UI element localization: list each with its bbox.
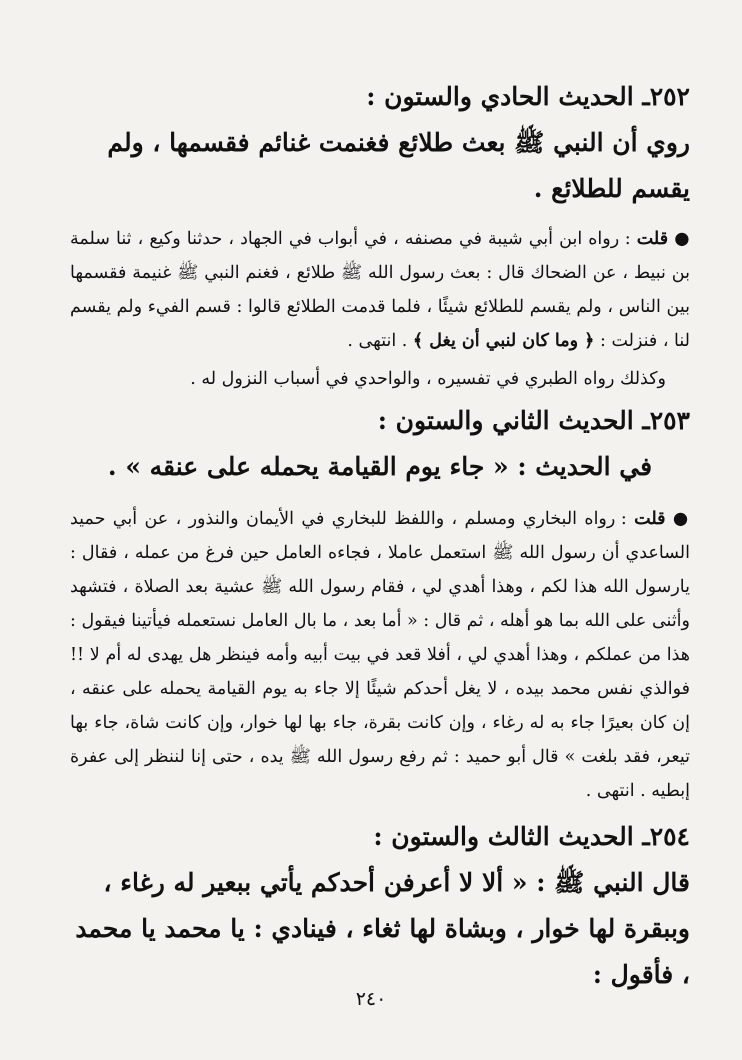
hadith-heading-254: ٢٥٤ـ الحديث الثالث والستون : (373, 822, 690, 851)
hadith-text-254: قال النبي ﷺ : « ألا لا أعرفن أحدكم يأتي ببعير له رغاء ، وببقرة لها خوار ، وبشاة لها ثغاء ، فينادي : يا محمد يا محمد ، فأقول : (75, 868, 690, 989)
document-page (70, 80, 690, 1008)
hadith-text-253: في الحديث : « جاء يوم القيامة يحمله على عنقه » . (107, 452, 653, 481)
commentary-body: : رواه ابن أبي شيبة في مصنفه ، في أبواب في الجهاد ، حدثنا وكيع ، ثنا سلمة بن نبيط ، عن الضحاك قال : بعث رسول الله ﷺ طلائع ، فغنم النبي ﷺ غنيمة فقسمها بين الناس ، ولم يقسم للطلائع شيئًا ، فلما قدمت الطلائع قالوا : قسم الفيء ولم يقسم لنا ، فنزلت : (70, 229, 690, 351)
commentary-end: . انتهى . (347, 331, 408, 351)
hadith-text-252: روي أن النبي ﷺ بعث طلائع فغنمت غنائم فقسمها ، ولم يقسم للطلائع . (107, 128, 690, 203)
hadith-heading-252: ٢٥٢ـ الحديث الحادي والستون : (366, 82, 690, 111)
commentary-252 (70, 222, 690, 358)
quran-verse: ﴿ وما كان لنبي أن يغل ﴾ (412, 331, 595, 351)
commentary-label: قلت (634, 509, 666, 529)
commentary-label: قلت (636, 229, 669, 249)
commentary-252-note: وكذلك رواه الطبري في تفسيره ، والواحدي في أسباب النزول له . (190, 369, 666, 389)
page-number: ٢٤٠ (355, 988, 387, 1010)
commentary-253 (70, 502, 690, 808)
bullet-icon: ● (672, 509, 690, 529)
hadith-heading-253: ٢٥٣ـ الحديث الثاني والستون : (377, 406, 690, 435)
bullet-icon: ● (674, 229, 690, 249)
commentary-body: : رواه البخاري ومسلم ، واللفظ للبخاري في الأيمان والنذور ، عن أبي حميد الساعدي أن رسول الله ﷺ استعمل عاملا ، فجاءه العامل حين فرغ من عمله ، فقال : يارسول الله هذا لكم ، وهذا أهدي لي ، فقام رسول الله ﷺ عشية بعد الصلاة ، فتشهد وأثنى على الله بما هو أهله ، ثم قال : « أما بعد ، ما بال العامل نستعمله فيأتينا فيقول : هذا من عملكم ، وهذا أهدي لي ، أفلا قعد في بيت أبيه وأمه فينظر هل يهدى له أم لا !! فوالذي نفس محمد بيده ، لا يغل أحدكم شيئًا إلا جاء به يوم القيامة يحمله على عنقه ، إن كان بعيرًا جاء به له رغاء ، وإن كانت بقرة، جاء بها لها خوار، وإن كانت شاة، جاء بها تيعر، فقد بلغت » قال أبو حميد : ثم رفع رسول الله ﷺ يده ، حتى إنا لننظر إلى عفرة إبطيه . انتهى . (70, 509, 690, 801)
